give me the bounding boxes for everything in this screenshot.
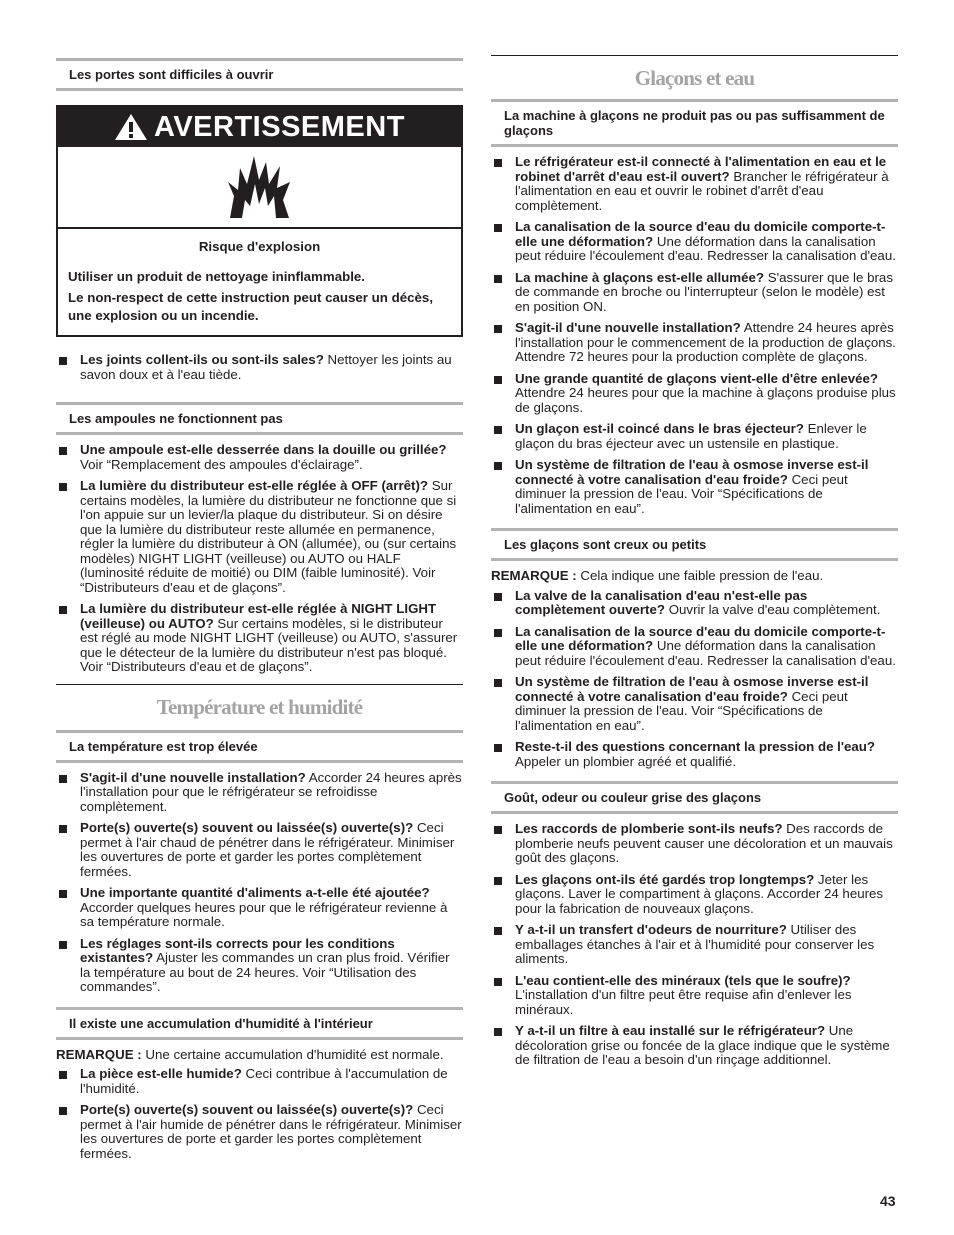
section-title-ice: Glaçons et eau bbox=[634, 66, 755, 90]
hollow-ice-list bbox=[491, 589, 898, 770]
list-item: Un système de filtration de l'eau à osmose inverse est-il connecté à votre canalisation d'eau froide? Ceci peut diminuer la pression de l'eau. Voir “Spécifications de l'alimentation en eau”. bbox=[491, 458, 898, 516]
list-item: Les glaçons ont-ils été gardés trop longtemps? Jeter les glaçons. Laver le compartiment à glaçons. Accorder 24 heures pour la fabrication de nouveaux glaçons. bbox=[491, 873, 898, 917]
list-item: Porte(s) ouverte(s) souvent ou laissée(s) ouverte(s)? Ceci permet à l'air humide de pénétrer dans le réfrigérateur. Minimiser les ouvertures de porte et garder les portes complètement fermées. bbox=[56, 1103, 463, 1161]
list-item: Une ampoule est-elle desserrée dans la douille ou grillée? Voir “Remplacement des ampoules d'éclairage”. bbox=[56, 443, 463, 472]
list-item: La machine à glaçons est-elle allumée? S'assurer que le bras de commande en broche ou l'interrupteur (selon le modèle) est en position ON. bbox=[491, 271, 898, 315]
warning-box bbox=[56, 105, 463, 337]
doors-list bbox=[56, 353, 463, 382]
warning-risk: Risque d'explosion bbox=[198, 239, 321, 254]
subheading-ice-production: La machine à glaçons ne produit pas ou pas suffisamment de glaçons bbox=[491, 99, 898, 147]
list-item: Un glaçon est-il coincé dans le bras éjecteur? Enlever le glaçon du bras éjecteur avec un ustensile en plastique. bbox=[491, 422, 898, 451]
right-column bbox=[491, 55, 898, 1068]
list-item: S'agit-il d'une nouvelle installation? Attendre 24 heures après l'installation pour le commencement de la production de glaçons. Attendre 72 heures pour la production complète de glaçons. bbox=[491, 321, 898, 365]
list-item: L'eau contient-elle des minéraux (tels que le soufre)? L'installation d'un filtre peut être requise afin d'enlever les minéraux. bbox=[491, 974, 898, 1018]
explosion-icon bbox=[228, 154, 292, 220]
subheading-temperature: La température est trop élevée bbox=[56, 730, 463, 763]
list-item: Le réfrigérateur est-il connecté à l'alimentation en eau et le robinet d'arrêt d'eau est-il ouvert? Brancher le réfrigérateur à l'alimentation en eau et ouvrir le robinet d'arrêt d'eau complètement. bbox=[491, 155, 898, 213]
list-item: Les réglages sont-ils corrects pour les conditions existantes? Ajuster les commandes un cran plus froid. Vérifier la température au bout de 24 heures. Voir “Utilisation des commandes”. bbox=[56, 937, 463, 995]
list-item: S'agit-il d'une nouvelle installation? Accorder 24 heures après l'installation pour que le réfrigérateur se refroidisse complètement. bbox=[56, 771, 463, 815]
list-item: La lumière du distributeur est-elle réglée à NIGHT LIGHT (veilleuse) ou AUTO? Sur certains modèles, si le distributeur est réglé au mode NIGHT LIGHT (veilleuse) ou AUTO, s'assurer que le détecteur de la lumière du distributeur n'est pas bloqué. Voir “Distributeurs d'eau et de glaçons”. bbox=[56, 602, 463, 675]
humidity-note: REMARQUE : Une certaine accumulation d'humidité est normale. bbox=[56, 1046, 444, 1062]
humidity-list bbox=[56, 1067, 463, 1161]
warning-line-1: Utiliser un produit de nettoyage ininflammable. bbox=[68, 269, 365, 284]
warning-header bbox=[58, 107, 461, 147]
section-divider bbox=[56, 684, 463, 685]
warning-triangle-icon bbox=[114, 113, 148, 141]
list-item: La valve de la canalisation d'eau n'est-elle pas complètement ouverte? Ouvrir la valve d'eau complètement. bbox=[491, 589, 898, 618]
list-item: Porte(s) ouverte(s) souvent ou laissée(s) ouverte(s)? Ceci permet à l'air chaud de pénétrer dans le réfrigérateur. Minimiser les ouvertures de porte et garder les portes complètement fermées. bbox=[56, 821, 463, 879]
temperature-list bbox=[56, 771, 463, 995]
subheading-humidity: Il existe une accumulation d'humidité à l'intérieur bbox=[56, 1007, 463, 1040]
warning-text bbox=[58, 229, 461, 335]
list-item: La canalisation de la source d'eau du domicile comporte-t-elle une déformation? Une déformation dans la canalisation peut réduire l'écoulement d'eau. Redresser la canalisation d'eau. bbox=[491, 625, 898, 669]
list-item: Un système de filtration de l'eau à osmose inverse est-il connecté à votre canalisation d'eau froide? Ceci peut diminuer la pression de l'eau. Voir “Spécifications de l'alimentation en eau”. bbox=[491, 675, 898, 733]
subheading-taste-odor: Goût, odeur ou couleur grise des glaçons bbox=[491, 781, 898, 814]
list-item: Une grande quantité de glaçons vient-elle d'être enlevée? Attendre 24 heures pour que la machine à glaçons produise plus de glaçons. bbox=[491, 372, 898, 416]
subheading-doors: Les portes sont difficiles à ouvrir bbox=[56, 58, 463, 91]
list-item: Les joints collent-ils ou sont-ils sales? Nettoyer les joints au savon doux et à l'eau tiède. bbox=[56, 353, 463, 382]
list-item: La lumière du distributeur est-elle réglée à OFF (arrêt)? Sur certains modèles, la lumière du distributeur ne fonctionne que si l'on appuie sur un levier/la plaque du distributeur. Si on désire que la lumière du distributeur reste allumée en permanence, régler la lumière du distributeur à ON (allumée), ou (sur certains modèles) NIGHT LIGHT (veilleuse) ou AUTO ou HALF (luminosité réduite de moitié) ou DIM (faible luminosité). Voir “Distributeurs d'eau et de glaçons”. bbox=[56, 479, 463, 595]
subheading-hollow-ice: Les glaçons sont creux ou petits bbox=[491, 528, 898, 561]
taste-odor-list bbox=[491, 822, 898, 1068]
ice-production-list bbox=[491, 155, 898, 516]
list-item: La pièce est-elle humide? Ceci contribue à l'accumulation de l'humidité. bbox=[56, 1067, 463, 1096]
page-number: 43 bbox=[880, 1193, 896, 1209]
hollow-note: REMARQUE : Cela indique une faible pression de l'eau. bbox=[491, 568, 824, 583]
warning-line-2: Le non-respect de cette instruction peut causer un décès, une explosion ou un incendie. bbox=[68, 290, 434, 323]
list-item: La canalisation de la source d'eau du domicile comporte-t-elle une déformation? Une déformation dans la canalisation peut réduire l'écoulement d'eau. Redresser la canalisation d'eau. bbox=[491, 220, 898, 264]
warning-icon-area bbox=[58, 147, 461, 229]
list-item: Y a-t-il un transfert d'odeurs de nourriture? Utiliser des emballages étanches à l'air et à l'humidité pour conserver les aliments. bbox=[491, 923, 898, 967]
section-divider bbox=[491, 55, 898, 56]
list-item: Y a-t-il un filtre à eau installé sur le réfrigérateur? Une décoloration grise ou foncée de la glace indique que le système de filtration de l'eau a besoin d'un rinçage additionnel. bbox=[491, 1024, 898, 1068]
list-item: Reste-t-il des questions concernant la pression de l'eau? Appeler un plombier agréé et qualifié. bbox=[491, 740, 898, 769]
bulbs-list bbox=[56, 443, 463, 675]
section-title-temperature: Température et humidité bbox=[156, 694, 363, 719]
left-column bbox=[56, 58, 463, 1161]
list-item: Les raccords de plomberie sont-ils neufs? Des raccords de plomberie neufs peuvent causer une décoloration et un mauvais goût des glaçons. bbox=[491, 822, 898, 866]
warning-title: AVERTISSEMENT bbox=[154, 110, 405, 143]
list-item: Une importante quantité d'aliments a-t-elle été ajoutée? Accorder quelques heures pour que le réfrigérateur revienne à sa température normale. bbox=[56, 886, 463, 930]
subheading-bulbs: Les ampoules ne fonctionnent pas bbox=[56, 402, 463, 435]
